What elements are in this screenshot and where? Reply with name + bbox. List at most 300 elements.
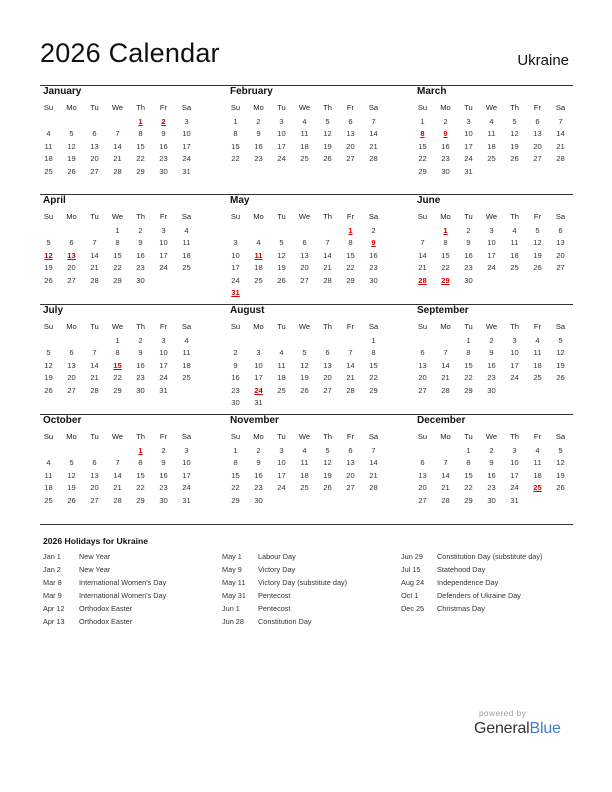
day-cell: 26 bbox=[323, 483, 332, 493]
day-cell: 15 bbox=[464, 470, 473, 480]
day-cell: 12 bbox=[556, 458, 565, 468]
day-cell: 27 bbox=[67, 385, 76, 395]
day-cell: 4 bbox=[512, 226, 517, 235]
weekday-header: Fr bbox=[533, 432, 542, 441]
day-cell: 11 bbox=[44, 141, 53, 151]
weekday-header: Sa bbox=[181, 432, 192, 441]
day-cell: 1 bbox=[233, 446, 238, 455]
weekday-header: Th bbox=[510, 432, 519, 441]
day-cell: 14 bbox=[90, 360, 99, 370]
day-cell: 26 bbox=[44, 385, 53, 395]
day-cell: 26 bbox=[67, 495, 76, 505]
weekday-header: Fr bbox=[159, 212, 168, 221]
weekday-header: Sa bbox=[368, 103, 379, 112]
day-cell: 16 bbox=[254, 141, 263, 151]
day-cell: 28 bbox=[90, 275, 99, 285]
weekday-header: Su bbox=[230, 212, 241, 221]
weekday-header: Su bbox=[417, 322, 428, 331]
holiday-date: May 1 bbox=[222, 552, 242, 561]
day-cell: 9 bbox=[161, 458, 166, 468]
day-cell: 24 bbox=[231, 275, 240, 285]
day-cell: 3 bbox=[161, 226, 166, 235]
day-cell: 18 bbox=[44, 483, 53, 493]
weekday-header: Fr bbox=[159, 322, 168, 331]
day-cell: 27 bbox=[323, 385, 332, 395]
holiday-name: Constitution Day bbox=[258, 617, 312, 626]
holiday-name: Orthodox Easter bbox=[79, 604, 133, 613]
day-cell: 24 bbox=[182, 483, 191, 493]
day-cell: 30 bbox=[159, 495, 168, 505]
day-cell: 14 bbox=[346, 360, 355, 370]
day-cell: 12 bbox=[300, 360, 309, 370]
weekday-header: Th bbox=[136, 322, 145, 331]
weekday-header: Tu bbox=[90, 212, 99, 221]
day-cell: 3 bbox=[184, 446, 189, 455]
day-cell: 28 bbox=[441, 385, 450, 395]
weekday-header: Tu bbox=[277, 103, 286, 112]
holiday-date: Dec 25 bbox=[401, 604, 425, 613]
holiday-name: Statehood Day bbox=[437, 565, 486, 574]
day-cell: 25 bbox=[254, 275, 263, 285]
day-cell: 29 bbox=[136, 166, 145, 176]
day-cell: 31 bbox=[182, 495, 191, 505]
day-cell: 15 bbox=[231, 470, 240, 480]
day-cell: 28 bbox=[556, 154, 565, 164]
holiday-day-cell: 11 bbox=[254, 250, 263, 260]
holiday-name: Labour Day bbox=[258, 552, 296, 561]
day-cell: 19 bbox=[67, 154, 76, 164]
day-cell: 6 bbox=[420, 458, 425, 468]
day-cell: 23 bbox=[464, 263, 473, 273]
day-cell: 5 bbox=[325, 446, 330, 455]
day-cell: 21 bbox=[418, 263, 427, 273]
day-cell: 29 bbox=[464, 495, 473, 505]
weekday-header: Tu bbox=[277, 212, 286, 221]
day-cell: 21 bbox=[113, 483, 122, 493]
day-cell: 23 bbox=[254, 483, 263, 493]
weekday-header: Fr bbox=[346, 322, 355, 331]
day-cell: 22 bbox=[464, 373, 473, 383]
weekday-header: Sa bbox=[368, 432, 379, 441]
day-cell: 6 bbox=[69, 238, 74, 248]
brand-part-general: General bbox=[474, 720, 530, 737]
holiday-date: Jan 1 bbox=[43, 552, 61, 561]
day-cell: 26 bbox=[323, 154, 332, 164]
weekday-header: Tu bbox=[90, 322, 99, 331]
day-cell: 27 bbox=[90, 495, 99, 505]
weekday-header: Tu bbox=[277, 322, 286, 331]
day-cell: 29 bbox=[369, 385, 378, 395]
holiday-date: Jun 1 bbox=[222, 604, 240, 613]
day-cell: 28 bbox=[90, 385, 99, 395]
day-cell: 21 bbox=[90, 373, 99, 383]
day-cell: 7 bbox=[325, 238, 330, 248]
holiday-day-cell: 31 bbox=[231, 288, 240, 297]
day-cell: 3 bbox=[466, 117, 471, 126]
holiday-day-cell: 1 bbox=[138, 446, 143, 455]
day-cell: 24 bbox=[464, 154, 473, 164]
day-cell: 14 bbox=[323, 250, 332, 260]
day-cell: 7 bbox=[348, 348, 353, 358]
day-cell: 22 bbox=[136, 154, 145, 164]
day-cell: 5 bbox=[46, 238, 51, 248]
day-cell: 8 bbox=[233, 458, 238, 468]
day-cell: 2 bbox=[138, 336, 143, 345]
holiday-date: Mar 9 bbox=[43, 591, 62, 600]
day-cell: 13 bbox=[323, 360, 332, 370]
day-cell: 18 bbox=[300, 470, 309, 480]
day-cell: 22 bbox=[464, 483, 473, 493]
day-cell: 8 bbox=[466, 458, 471, 468]
day-cell: 28 bbox=[346, 385, 355, 395]
day-cell: 3 bbox=[279, 117, 284, 126]
weekday-header: Mo bbox=[66, 322, 77, 331]
day-cell: 9 bbox=[138, 238, 143, 248]
day-cell: 1 bbox=[371, 336, 376, 345]
weekday-header: We bbox=[298, 322, 311, 331]
day-cell: 30 bbox=[231, 398, 240, 407]
weekday-header: Sa bbox=[181, 322, 192, 331]
day-cell: 14 bbox=[90, 250, 99, 260]
day-cell: 22 bbox=[418, 154, 427, 164]
day-cell: 2 bbox=[138, 226, 143, 235]
month-name: October bbox=[43, 415, 82, 426]
weekday-header: Tu bbox=[464, 322, 473, 331]
weekday-header: Fr bbox=[533, 322, 542, 331]
holiday-name: Victory Day bbox=[258, 565, 296, 574]
day-cell: 6 bbox=[92, 458, 97, 468]
weekday-header: We bbox=[485, 103, 498, 112]
day-cell: 5 bbox=[69, 129, 74, 139]
day-cell: 4 bbox=[256, 238, 261, 248]
day-cell: 15 bbox=[113, 250, 122, 260]
month-name: December bbox=[417, 415, 466, 426]
day-cell: 19 bbox=[510, 141, 519, 151]
day-cell: 28 bbox=[323, 275, 332, 285]
day-cell: 9 bbox=[489, 458, 494, 468]
holiday-date: May 11 bbox=[222, 578, 246, 587]
month-name: September bbox=[417, 305, 469, 316]
day-cell: 22 bbox=[113, 263, 122, 273]
weekday-header: Mo bbox=[253, 212, 264, 221]
weekday-header: Th bbox=[323, 103, 332, 112]
weekday-header: Mo bbox=[66, 212, 77, 221]
day-cell: 22 bbox=[441, 263, 450, 273]
weekday-header: Mo bbox=[440, 212, 451, 221]
weekday-header: Th bbox=[136, 212, 145, 221]
day-cell: 14 bbox=[369, 458, 378, 468]
holiday-date: Jun 28 bbox=[222, 617, 244, 626]
powered-by-text: powered by bbox=[479, 709, 527, 718]
weekday-header: Sa bbox=[368, 322, 379, 331]
day-cell: 30 bbox=[487, 495, 496, 505]
month-row-rule bbox=[40, 414, 573, 415]
day-cell: 21 bbox=[441, 373, 450, 383]
day-cell: 13 bbox=[556, 238, 565, 248]
day-cell: 19 bbox=[323, 141, 332, 151]
weekday-header: Sa bbox=[555, 432, 566, 441]
day-cell: 31 bbox=[159, 385, 168, 395]
day-cell: 25 bbox=[300, 154, 309, 164]
weekday-header: Th bbox=[323, 322, 332, 331]
day-cell: 20 bbox=[556, 250, 565, 260]
day-cell: 2 bbox=[443, 117, 448, 126]
day-cell: 16 bbox=[464, 250, 473, 260]
weekday-header: Th bbox=[323, 212, 332, 221]
day-cell: 9 bbox=[256, 458, 261, 468]
day-cell: 23 bbox=[136, 373, 145, 383]
day-cell: 2 bbox=[489, 446, 494, 455]
day-cell: 10 bbox=[464, 129, 473, 139]
day-cell: 17 bbox=[254, 373, 263, 383]
day-cell: 5 bbox=[535, 226, 540, 235]
day-cell: 26 bbox=[556, 373, 565, 383]
day-cell: 16 bbox=[136, 250, 145, 260]
weekday-header: Su bbox=[43, 432, 54, 441]
day-cell: 14 bbox=[113, 470, 122, 480]
day-cell: 1 bbox=[115, 336, 120, 345]
day-cell: 10 bbox=[277, 129, 286, 139]
day-cell: 2 bbox=[466, 226, 471, 235]
day-cell: 13 bbox=[346, 458, 355, 468]
month-name: November bbox=[230, 415, 279, 426]
day-cell: 16 bbox=[487, 470, 496, 480]
holiday-name: Independence Day bbox=[437, 578, 499, 587]
holiday-name: Victory Day (substitute day) bbox=[258, 578, 348, 587]
day-cell: 22 bbox=[369, 373, 378, 383]
day-cell: 14 bbox=[369, 129, 378, 139]
holiday-day-cell: 15 bbox=[113, 360, 122, 370]
weekday-header: Su bbox=[417, 212, 428, 221]
holiday-name: New Year bbox=[79, 552, 111, 561]
holiday-date: Jan 2 bbox=[43, 565, 61, 574]
weekday-header: Su bbox=[43, 212, 54, 221]
day-cell: 7 bbox=[115, 458, 120, 468]
day-cell: 10 bbox=[159, 238, 168, 248]
day-cell: 11 bbox=[44, 470, 53, 480]
day-cell: 20 bbox=[323, 373, 332, 383]
month-name: August bbox=[230, 305, 265, 316]
day-cell: 12 bbox=[67, 470, 76, 480]
day-cell: 19 bbox=[300, 373, 309, 383]
day-cell: 18 bbox=[277, 373, 286, 383]
day-cell: 16 bbox=[159, 141, 168, 151]
day-cell: 28 bbox=[369, 483, 378, 493]
day-cell: 26 bbox=[67, 166, 76, 176]
month-name: March bbox=[417, 86, 447, 97]
day-cell: 25 bbox=[487, 154, 496, 164]
day-cell: 27 bbox=[533, 154, 542, 164]
day-cell: 21 bbox=[323, 263, 332, 273]
day-cell: 19 bbox=[67, 483, 76, 493]
day-cell: 25 bbox=[182, 373, 191, 383]
day-cell: 20 bbox=[90, 483, 99, 493]
weekday-header: We bbox=[485, 432, 498, 441]
day-cell: 9 bbox=[466, 238, 471, 248]
day-cell: 28 bbox=[113, 495, 122, 505]
day-cell: 15 bbox=[441, 250, 450, 260]
day-cell: 1 bbox=[420, 117, 425, 126]
day-cell: 7 bbox=[420, 238, 425, 248]
day-cell: 9 bbox=[233, 360, 238, 370]
day-cell: 21 bbox=[369, 470, 378, 480]
day-cell: 25 bbox=[44, 495, 53, 505]
day-cell: 11 bbox=[182, 348, 191, 358]
day-cell: 9 bbox=[161, 129, 166, 139]
day-cell: 18 bbox=[44, 154, 53, 164]
day-cell: 23 bbox=[159, 483, 168, 493]
day-cell: 8 bbox=[466, 348, 471, 358]
day-cell: 15 bbox=[136, 141, 145, 151]
day-cell: 23 bbox=[369, 263, 378, 273]
day-cell: 9 bbox=[138, 348, 143, 358]
day-cell: 5 bbox=[325, 117, 330, 126]
day-cell: 13 bbox=[67, 360, 76, 370]
weekday-header: Fr bbox=[346, 432, 355, 441]
holiday-date: Mar 8 bbox=[43, 578, 62, 587]
day-cell: 27 bbox=[67, 275, 76, 285]
day-cell: 3 bbox=[233, 238, 238, 248]
day-cell: 28 bbox=[113, 166, 122, 176]
day-cell: 20 bbox=[300, 263, 309, 273]
weekday-header: Th bbox=[510, 322, 519, 331]
weekday-header: Tu bbox=[464, 212, 473, 221]
day-cell: 29 bbox=[346, 275, 355, 285]
day-cell: 15 bbox=[136, 470, 145, 480]
weekday-header: Su bbox=[417, 103, 428, 112]
weekday-header: Mo bbox=[66, 103, 77, 112]
day-cell: 27 bbox=[418, 385, 427, 395]
holiday-day-cell: 24 bbox=[254, 385, 263, 395]
weekday-header: Mo bbox=[253, 322, 264, 331]
weekday-header: Th bbox=[136, 432, 145, 441]
day-cell: 19 bbox=[323, 470, 332, 480]
day-cell: 23 bbox=[231, 385, 240, 395]
weekday-header: Sa bbox=[555, 103, 566, 112]
day-cell: 24 bbox=[277, 483, 286, 493]
day-cell: 20 bbox=[67, 373, 76, 383]
holiday-day-cell: 8 bbox=[420, 129, 425, 139]
day-cell: 14 bbox=[418, 250, 427, 260]
day-cell: 18 bbox=[510, 250, 519, 260]
day-cell: 29 bbox=[464, 385, 473, 395]
day-cell: 18 bbox=[182, 360, 191, 370]
weekday-header: Mo bbox=[253, 432, 264, 441]
day-cell: 12 bbox=[533, 238, 542, 248]
day-cell: 30 bbox=[136, 275, 145, 285]
day-cell: 18 bbox=[533, 360, 542, 370]
day-cell: 31 bbox=[254, 398, 263, 407]
day-cell: 30 bbox=[464, 275, 473, 285]
weekday-header: Mo bbox=[66, 432, 77, 441]
weekday-header: Su bbox=[43, 103, 54, 112]
weekday-header: We bbox=[485, 212, 498, 221]
day-cell: 31 bbox=[464, 166, 473, 176]
day-cell: 17 bbox=[182, 141, 191, 151]
day-cell: 7 bbox=[371, 117, 376, 126]
weekday-header: Sa bbox=[181, 103, 192, 112]
day-cell: 4 bbox=[535, 446, 540, 455]
weekday-header: We bbox=[111, 432, 124, 441]
day-cell: 16 bbox=[254, 470, 263, 480]
day-cell: 2 bbox=[161, 446, 166, 455]
day-cell: 4 bbox=[302, 446, 307, 455]
day-cell: 3 bbox=[512, 336, 517, 345]
day-cell: 19 bbox=[44, 263, 53, 273]
day-cell: 8 bbox=[138, 129, 143, 139]
day-cell: 10 bbox=[277, 458, 286, 468]
day-cell: 19 bbox=[533, 250, 542, 260]
holiday-name: Constitution Day (substitute day) bbox=[437, 552, 543, 561]
day-cell: 21 bbox=[113, 154, 122, 164]
day-cell: 31 bbox=[510, 495, 519, 505]
holiday-date: Jul 15 bbox=[401, 565, 421, 574]
day-cell: 12 bbox=[323, 458, 332, 468]
day-cell: 31 bbox=[182, 166, 191, 176]
weekday-header: We bbox=[298, 103, 311, 112]
holiday-name: Pentecost bbox=[258, 591, 291, 600]
day-cell: 25 bbox=[533, 373, 542, 383]
holiday-list-title: 2026 Holidays for Ukraine bbox=[43, 536, 149, 546]
day-cell: 22 bbox=[136, 483, 145, 493]
day-cell: 5 bbox=[279, 238, 284, 248]
month-row-rule bbox=[40, 304, 573, 305]
day-cell: 15 bbox=[464, 360, 473, 370]
day-cell: 29 bbox=[231, 495, 240, 505]
day-cell: 13 bbox=[346, 129, 355, 139]
day-cell: 13 bbox=[90, 141, 99, 151]
holiday-date: Oct 1 bbox=[401, 591, 419, 600]
day-cell: 2 bbox=[371, 226, 376, 235]
weekday-header: Su bbox=[230, 432, 241, 441]
day-cell: 19 bbox=[44, 373, 53, 383]
day-cell: 18 bbox=[300, 141, 309, 151]
day-cell: 5 bbox=[46, 348, 51, 358]
holiday-date: May 31 bbox=[222, 591, 246, 600]
weekday-header: Su bbox=[417, 432, 428, 441]
day-cell: 1 bbox=[466, 446, 471, 455]
day-cell: 17 bbox=[510, 470, 519, 480]
day-cell: 20 bbox=[418, 483, 427, 493]
day-cell: 15 bbox=[418, 141, 427, 151]
month-name: June bbox=[417, 195, 441, 206]
holiday-day-cell: 9 bbox=[371, 238, 376, 248]
weekday-header: Tu bbox=[90, 103, 99, 112]
day-cell: 16 bbox=[231, 373, 240, 383]
day-cell: 20 bbox=[533, 141, 542, 151]
day-cell: 30 bbox=[136, 385, 145, 395]
holiday-day-cell: 1 bbox=[348, 226, 353, 235]
day-cell: 18 bbox=[533, 470, 542, 480]
day-cell: 5 bbox=[558, 336, 563, 345]
weekday-header: Th bbox=[510, 103, 519, 112]
day-cell: 3 bbox=[161, 336, 166, 345]
day-cell: 19 bbox=[556, 360, 565, 370]
holiday-date: Apr 13 bbox=[43, 617, 65, 626]
day-cell: 4 bbox=[46, 129, 51, 139]
day-cell: 22 bbox=[113, 373, 122, 383]
day-cell: 20 bbox=[346, 470, 355, 480]
day-cell: 10 bbox=[182, 458, 191, 468]
day-cell: 4 bbox=[46, 458, 51, 468]
holiday-day-cell: 1 bbox=[138, 117, 143, 126]
day-cell: 23 bbox=[254, 154, 263, 164]
day-cell: 29 bbox=[113, 275, 122, 285]
day-cell: 6 bbox=[69, 348, 74, 358]
day-cell: 25 bbox=[510, 263, 519, 273]
day-cell: 26 bbox=[300, 385, 309, 395]
day-cell: 11 bbox=[510, 238, 519, 248]
